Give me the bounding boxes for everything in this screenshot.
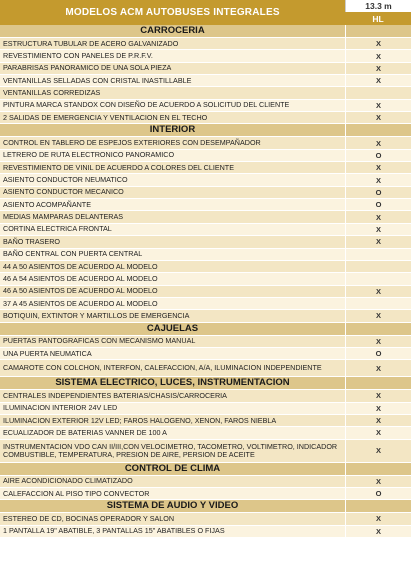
table-row xyxy=(0,63,411,75)
feature-label: BAÑO CENTRAL CON PUERTA CENTRAL xyxy=(3,249,143,259)
feature-mark: X xyxy=(345,75,411,86)
feature-mark: O xyxy=(345,488,411,499)
section-title: SISTEMA ELECTRICO, LUCES, INSTRUMENTACION xyxy=(55,377,290,389)
feature-mark: X xyxy=(345,162,411,173)
feature-label: 2 SALIDAS DE EMERGENCIA Y VENTILACION EN EL TECHO xyxy=(3,112,208,122)
table-row xyxy=(0,286,411,298)
feature-mark: X xyxy=(345,50,411,61)
feature-mark xyxy=(345,25,411,37)
feature-mark: X xyxy=(345,236,411,247)
feature-label: ECUALIZADOR DE BATERIAS VANNER DE 100 A xyxy=(3,427,167,437)
feature-mark xyxy=(345,463,411,475)
feature-label: PINTURA MARCA STANDOX CON DISEÑO DE ACUERDO A SOLICITUD DEL CLIENTE xyxy=(3,100,290,110)
feature-mark: X xyxy=(345,211,411,222)
table-row xyxy=(0,488,411,500)
table-row xyxy=(0,112,411,124)
table-row xyxy=(0,415,411,427)
feature-label: MEDIAS MAMPARAS DELANTERAS xyxy=(3,212,124,222)
section-header xyxy=(0,25,411,38)
section-title: INTERIOR xyxy=(149,124,196,136)
feature-mark: X xyxy=(345,513,411,524)
feature-mark: X xyxy=(345,360,411,376)
table-row xyxy=(0,360,411,377)
section-header xyxy=(0,463,411,476)
feature-label: UNA PUERTA NEUMATICA xyxy=(3,348,92,358)
table-row xyxy=(0,403,411,415)
section-header xyxy=(0,500,411,513)
feature-label: ESTRUCTURA TUBULAR DE ACERO GALVANIZADO xyxy=(3,38,179,48)
feature-label: REVESTIMIENTO CON PANELES DE P.R.F.V. xyxy=(3,51,153,61)
section-title: CAJUELAS xyxy=(146,322,199,334)
model-column-header xyxy=(345,0,411,25)
section-header xyxy=(0,124,411,137)
feature-mark: X xyxy=(345,427,411,438)
feature-label: ILUMINACION INTERIOR 24V LED xyxy=(3,403,118,413)
feature-mark: X xyxy=(345,112,411,123)
table-row xyxy=(0,211,411,223)
feature-mark xyxy=(345,377,411,389)
feature-mark: X xyxy=(345,476,411,487)
table-row xyxy=(0,100,411,112)
section-title: CONTROL DE CLIMA xyxy=(124,462,221,474)
feature-label: ILUMINACION EXTERIOR 12V LED; FAROS HALOGENO, XENON, FAROS NIEBLA xyxy=(3,415,277,425)
table-row xyxy=(0,298,411,310)
feature-label: BOTIQUIN, EXTINTOR Y MARTILLOS DE EMERGENCIA xyxy=(3,310,190,320)
feature-label: BAÑO TRASERO xyxy=(3,236,60,246)
feature-label: REVESTIMIENTO DE VINIL DE ACUERDO A COLORES DEL CLIENTE xyxy=(3,162,234,172)
feature-mark: O xyxy=(345,348,411,359)
table-title: MODELOS ACM AUTOBUSES INTEGRALES xyxy=(0,0,345,25)
section-title: SISTEMA DE AUDIO Y VIDEO xyxy=(106,500,239,512)
feature-mark: X xyxy=(345,336,411,347)
feature-label: AIRE ACONDICIONADO CLIMATIZADO xyxy=(3,476,133,486)
table-row xyxy=(0,38,411,50)
feature-mark xyxy=(345,261,411,272)
model-size: 13.3 m xyxy=(345,0,411,12)
table-row xyxy=(0,440,411,463)
feature-label: CENTRALES INDEPENDIENTES BATERIAS/CHASIS/CARROCERIA xyxy=(3,390,227,400)
feature-mark xyxy=(345,87,411,98)
table-row xyxy=(0,513,411,525)
feature-label: ASIENTO CONDUCTOR NEUMATICO xyxy=(3,175,128,185)
feature-mark xyxy=(345,273,411,284)
feature-label: 46 A 50 ASIENTOS DE ACUERDO AL MODELO xyxy=(3,286,158,296)
table-row xyxy=(0,199,411,211)
feature-mark: X xyxy=(345,174,411,185)
feature-mark: O xyxy=(345,199,411,210)
table-row xyxy=(0,310,411,322)
feature-mark xyxy=(345,124,411,136)
feature-label: 46 A 54 ASIENTOS DE ACUERDO AL MODELO xyxy=(3,273,158,283)
section-header xyxy=(0,323,411,336)
feature-label: VENTANILLAS SELLADAS CON CRISTAL INASTILLABLE xyxy=(3,75,192,85)
table-row xyxy=(0,249,411,261)
feature-mark: O xyxy=(345,187,411,198)
table-row xyxy=(0,50,411,62)
table-header xyxy=(0,0,411,25)
feature-label: CAMAROTE CON COLCHON, INTERFON, CALEFACCION, A/A, ILUMINACION INDEPENDIENTE xyxy=(3,363,322,373)
feature-label: 44 A 50 ASIENTOS DE ACUERDO AL MODELO xyxy=(3,261,158,271)
table-row xyxy=(0,476,411,488)
feature-label: VENTANILLAS CORREDIZAS xyxy=(3,88,101,98)
table-row xyxy=(0,390,411,402)
feature-mark: X xyxy=(345,415,411,426)
feature-label: PUERTAS PANTOGRAFICAS CON MECANISMO MANUAL xyxy=(3,336,196,346)
table-body xyxy=(0,25,411,538)
feature-mark: X xyxy=(345,390,411,401)
table-row xyxy=(0,187,411,199)
feature-label: ASIENTO CONDUCTOR MECANICO xyxy=(3,187,124,197)
table-row xyxy=(0,427,411,439)
table-row xyxy=(0,87,411,99)
table-row xyxy=(0,348,411,360)
feature-mark xyxy=(345,298,411,309)
feature-mark xyxy=(345,249,411,260)
feature-label: CORTINA ELECTRICA FRONTAL xyxy=(3,224,112,234)
table-row xyxy=(0,137,411,149)
feature-label: CONTROL EN TABLERO DE ESPEJOS EXTERIORES CON DESEMPAÑADOR xyxy=(3,138,261,148)
section-title: CARROCERIA xyxy=(140,25,205,36)
feature-mark: X xyxy=(345,63,411,74)
feature-label: 1 PANTALLA 19" ABATIBLE, 3 PANTALLAS 15" ABATIBLES O FIJAS xyxy=(3,526,225,536)
table-row xyxy=(0,273,411,285)
table-row xyxy=(0,75,411,87)
feature-label: ASIENTO ACOMPAÑANTE xyxy=(3,199,91,209)
feature-mark: X xyxy=(345,38,411,49)
feature-mark: X xyxy=(345,440,411,462)
section-header xyxy=(0,377,411,390)
feature-mark: X xyxy=(345,100,411,111)
feature-mark: X xyxy=(345,286,411,297)
feature-mark: X xyxy=(345,224,411,235)
feature-label: 37 A 45 ASIENTOS DE ACUERDO AL MODELO xyxy=(3,298,158,308)
table-row xyxy=(0,261,411,273)
feature-label: PARABRISAS PANORAMICO DE UNA SOLA PIEZA xyxy=(3,63,172,73)
feature-mark: X xyxy=(345,310,411,321)
feature-mark: X xyxy=(345,403,411,414)
feature-label: CALEFACCION AL PISO TIPO CONVECTOR xyxy=(3,488,150,498)
feature-mark: O xyxy=(345,150,411,161)
table-row xyxy=(0,162,411,174)
feature-mark: X xyxy=(345,137,411,148)
feature-label: INSTRUMENTACION VDO CAN II/III,CON VELOCIMETRO, TACOMETRO, VOLTIMETRO, INDICADOR COMBUSTIBLE, TEMPERATURA, PRESION DE AIRE, PERSION DE ACEITE xyxy=(3,441,338,459)
feature-mark xyxy=(345,323,411,335)
feature-label: ESTEREO DE CD, BOCINAS OPERADOR Y SALON xyxy=(3,513,175,523)
table-row xyxy=(0,224,411,236)
model-name: HL xyxy=(345,12,411,25)
feature-label: LETRERO DE RUTA ELECTRONICO PANORAMICO xyxy=(3,150,175,160)
feature-mark: X xyxy=(345,526,411,537)
table-row xyxy=(0,174,411,186)
feature-mark xyxy=(345,500,411,512)
table-row xyxy=(0,236,411,248)
table-row xyxy=(0,150,411,162)
table-row xyxy=(0,526,411,538)
table-row xyxy=(0,336,411,348)
